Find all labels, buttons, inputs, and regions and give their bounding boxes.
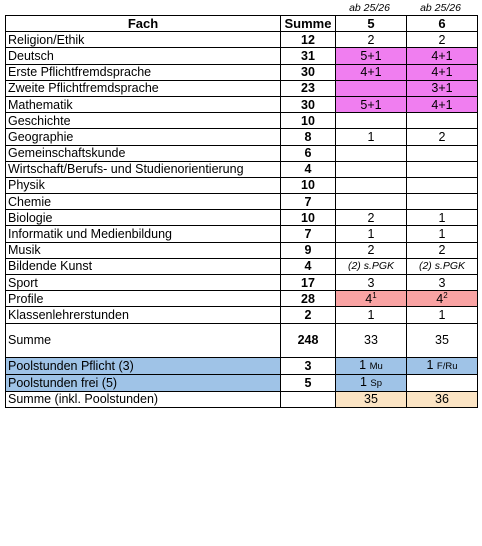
table-row (6, 226, 478, 242)
grade-6-hours: 4+1 (407, 48, 478, 64)
subject-name: Klassenlehrerstunden (6, 307, 281, 323)
grade-6-hours: 4+1 (407, 96, 478, 112)
grade-6-hours: $4^2$ (407, 291, 478, 307)
subject-name: Musik (6, 242, 281, 258)
summe-label: Summe (6, 323, 281, 357)
subject-name: Geographie (6, 129, 281, 145)
grade-6-hours: 3 (407, 275, 478, 291)
summe-inkl-total (281, 391, 336, 407)
grade-6-hours: 1 (407, 307, 478, 323)
table-row (6, 32, 478, 48)
grade-6-hours: 3+1 (407, 80, 478, 96)
subject-total: 6 (281, 145, 336, 161)
subject-total: 12 (281, 32, 336, 48)
col-header-summe: Summe (281, 16, 336, 32)
grade-6-hours: 2 (407, 32, 478, 48)
table-row-sport (6, 275, 478, 291)
subject-name: Geschichte (6, 113, 281, 129)
table-row (6, 258, 478, 274)
table-row (6, 210, 478, 226)
timetable-table (5, 15, 478, 408)
col-header-fach: Fach (6, 16, 281, 32)
grade-6-hours (407, 161, 478, 177)
pool-pflicht-label: Poolstunden Pflicht (3) (6, 357, 281, 374)
subject-total: 8 (281, 129, 336, 145)
grade-5-hours: 2 (336, 242, 407, 258)
grade-6-hours: 4+1 (407, 64, 478, 80)
pool-pflicht-grade-6: 1 F/Ru (407, 357, 478, 374)
grade-5-hours: 5+1 (336, 48, 407, 64)
subject-total: 10 (281, 177, 336, 193)
subject-name: Informatik und Medienbildung (6, 226, 281, 242)
summe-total: 248 (281, 323, 336, 357)
grade-5-hours (336, 80, 407, 96)
subject-total: 7 (281, 194, 336, 210)
grade-5-hours (336, 194, 407, 210)
footnote-marker: 1 (372, 290, 377, 300)
summe-grade-5: 33 (336, 323, 407, 357)
subject-total: 28 (281, 291, 336, 307)
table-row (6, 145, 478, 161)
subject-total: 10 (281, 210, 336, 226)
table-row (6, 161, 478, 177)
subject-total: 30 (281, 64, 336, 80)
table-row (6, 64, 478, 80)
subject-name: Physik (6, 177, 281, 193)
grade-6-hours (407, 194, 478, 210)
pool-frei-total: 5 (281, 374, 336, 391)
table-row (6, 242, 478, 258)
subject-total: 9 (281, 242, 336, 258)
subject-name: Biologie (6, 210, 281, 226)
subject-name: Profile (6, 291, 281, 307)
table-row-summe (6, 323, 478, 357)
pool-frei-label: Poolstunden frei (5) (6, 374, 281, 391)
subject-total: 10 (281, 113, 336, 129)
grade-5-hours: 3 (336, 275, 407, 291)
grade-6-hours (407, 145, 478, 161)
table-row (6, 80, 478, 96)
subject-name: Erste Pflichtfremdsprache (6, 64, 281, 80)
subject-name: Sport (6, 275, 281, 291)
grade-5-hours: 4+1 (336, 64, 407, 80)
grade-5-hours: (2) s.PGK (336, 258, 407, 274)
table-row (6, 113, 478, 129)
table-row (6, 48, 478, 64)
pool-pflicht-total: 3 (281, 357, 336, 374)
grade-6-hours: 2 (407, 129, 478, 145)
year-label-grade-6: ab 25/26 (420, 2, 461, 14)
table-row (6, 177, 478, 193)
grade-6-hours: 1 (407, 210, 478, 226)
subject-total: 4 (281, 161, 336, 177)
table-row-pool-pflicht (6, 357, 478, 374)
grade-6-hours (407, 113, 478, 129)
subject-name: Zweite Pflichtfremdsprache (6, 80, 281, 96)
pool-frei-grade-6 (407, 374, 478, 391)
grade-5-hours: 1 (336, 129, 407, 145)
subject-total: 2 (281, 307, 336, 323)
subject-name: Mathematik (6, 96, 281, 112)
subject-name: Bildende Kunst (6, 258, 281, 274)
table-row-profile (6, 291, 478, 307)
grade-6-hours: (2) s.PGK (407, 258, 478, 274)
subject-name: Religion/Ethik (6, 32, 281, 48)
subject-name: Chemie (6, 194, 281, 210)
grade-6-hours (407, 177, 478, 193)
summe-grade-6: 35 (407, 323, 478, 357)
table-row (6, 194, 478, 210)
table-row-klassenlehrer (6, 307, 478, 323)
grade-5-hours: 5+1 (336, 96, 407, 112)
footnote-marker: 2 (443, 290, 448, 300)
grade-5-hours: 2 (336, 210, 407, 226)
summe-inkl-grade-5: 35 (336, 391, 407, 407)
grade-5-hours: 1 (336, 226, 407, 242)
grade-5-hours (336, 161, 407, 177)
table-row-summe-inkl (6, 391, 478, 407)
stundentafel (5, 2, 477, 408)
pool-frei-grade-5: 1 Sp (336, 374, 407, 391)
table-row-pool-frei (6, 374, 478, 391)
grade-5-hours (336, 177, 407, 193)
subject-total: 4 (281, 258, 336, 274)
summe-inkl-label: Summe (inkl. Poolstunden) (6, 391, 281, 407)
pool-pflicht-grade-5: 1 Mu (336, 357, 407, 374)
grade-6-hours: 2 (407, 242, 478, 258)
year-label-grade-5: ab 25/26 (349, 2, 390, 14)
grade-5-hours: $4^1$ (336, 291, 407, 307)
grade-5-hours: 2 (336, 32, 407, 48)
subject-total: 17 (281, 275, 336, 291)
subject-name: Gemeinschaftskunde (6, 145, 281, 161)
grade-6-hours: 1 (407, 226, 478, 242)
grade-5-hours: 1 (336, 307, 407, 323)
subject-name: Wirtschaft/Berufs- und Studienorientierung (6, 161, 281, 177)
subject-total: 23 (281, 80, 336, 96)
col-header-grade-5: 5 (336, 16, 407, 32)
grade-5-hours (336, 145, 407, 161)
header-row (6, 16, 478, 32)
table-row (6, 129, 478, 145)
table-row (6, 96, 478, 112)
subject-name: Deutsch (6, 48, 281, 64)
subject-rows (6, 32, 478, 275)
subject-total: 7 (281, 226, 336, 242)
summe-inkl-grade-6: 36 (407, 391, 478, 407)
subject-total: 31 (281, 48, 336, 64)
year-header-row (5, 2, 477, 15)
subject-total: 30 (281, 96, 336, 112)
col-header-grade-6: 6 (407, 16, 478, 32)
grade-5-hours (336, 113, 407, 129)
